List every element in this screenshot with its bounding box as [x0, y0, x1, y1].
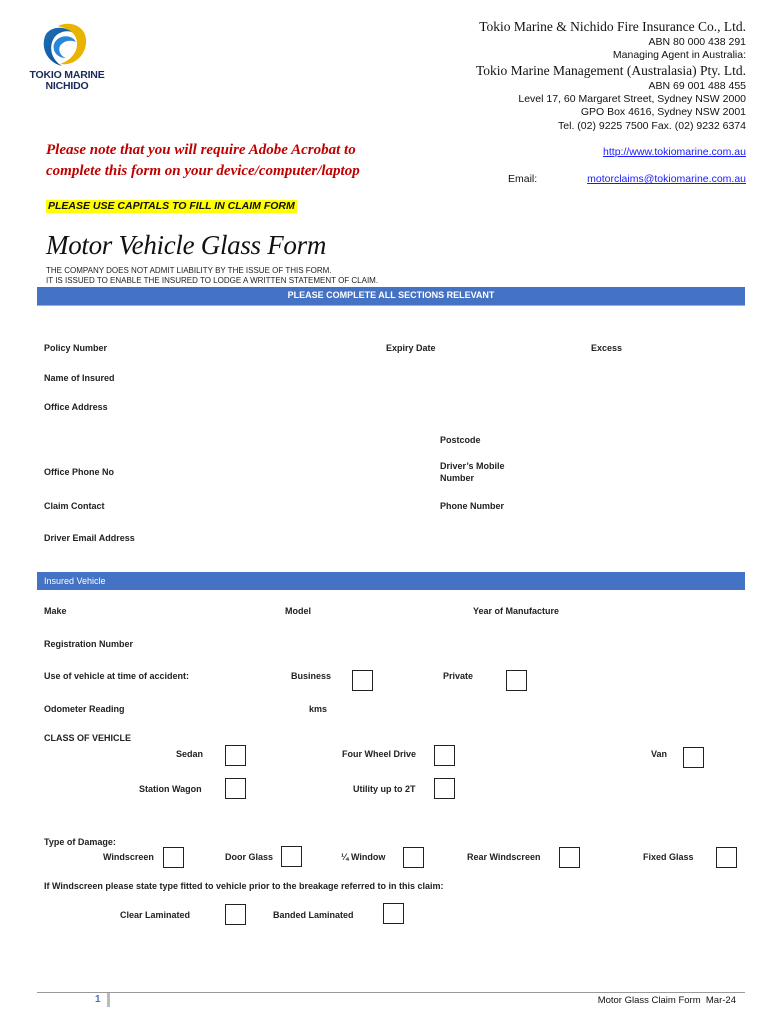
make-label: Make — [44, 606, 67, 616]
type-of-damage-label: Type of Damage: — [44, 837, 116, 847]
acrobat-notice-line2: complete this form on your device/computer/laptop — [46, 163, 360, 179]
registration-number-label: Registration Number — [44, 639, 134, 649]
drivers-mobile-line2: Number — [440, 473, 475, 483]
banded-laminated-label: Banded Laminated — [273, 910, 354, 920]
business-label: Business — [291, 671, 332, 681]
station-wagon-label: Station Wagon — [139, 784, 202, 794]
disclaimer — [46, 266, 378, 286]
four-wheel-drive-checkbox[interactable] — [434, 745, 455, 766]
four-wheel-drive-label: Four Wheel Drive — [342, 749, 417, 759]
fixed-glass-checkbox[interactable] — [716, 847, 737, 868]
website-link[interactable]: http://www.tokiomarine.com.au — [603, 146, 746, 158]
quarter-window-checkbox[interactable] — [403, 847, 424, 868]
driver-email-label: Driver Email Address — [44, 533, 135, 543]
year-of-manufacture-label: Year of Manufacture — [473, 606, 560, 616]
station-wagon-checkbox[interactable] — [225, 778, 246, 799]
form-title: Motor Vehicle Glass Form — [46, 230, 327, 260]
drivers-mobile-line1: Driver’s Mobile — [440, 461, 505, 471]
class-of-vehicle-label: CLASS OF VEHICLE — [44, 733, 132, 743]
disclaimer-line2: IT IS ISSUED TO ENABLE THE INSURED TO LODGE A WRITTEN STATEMENT OF CLAIM. — [46, 276, 379, 285]
capitals-notice: PLEASE USE CAPITALS TO FILL IN CLAIM FORM — [48, 200, 295, 212]
windscreen-label: Windscreen — [103, 852, 154, 862]
banded-laminated-checkbox[interactable] — [383, 903, 404, 924]
door-glass-label: Door Glass — [225, 852, 274, 862]
email-link[interactable]: motorclaims@tokiomarine.com.au — [587, 173, 746, 185]
tokio-marine-logo-icon — [38, 20, 94, 68]
tel-fax: Tel. (02) 9225 7500 Fax. (02) 9232 6374 — [558, 120, 746, 132]
postcode-label: Postcode — [440, 435, 481, 445]
rear-windscreen-label: Rear Windscreen — [467, 852, 541, 862]
door-glass-checkbox[interactable] — [281, 846, 302, 867]
van-checkbox[interactable] — [683, 747, 704, 768]
abn1: ABN 80 000 438 291 — [648, 36, 746, 48]
drivers-mobile-label — [440, 460, 505, 484]
utility-label: Utility up to 2T — [353, 784, 416, 794]
page-number-bar — [107, 993, 110, 1007]
phone-number-label: Phone Number — [440, 501, 505, 511]
disclaimer-line1: THE COMPANY DOES NOT ADMIT LIABILITY BY THE ISSUE OF THIS FORM. — [46, 266, 332, 275]
odometer-reading-label: Odometer Reading — [44, 704, 125, 714]
business-checkbox[interactable] — [352, 670, 373, 691]
office-phone-label: Office Phone No — [44, 467, 115, 477]
company2-name: Tokio Marine Management (Australasia) Pty. Ltd. — [476, 63, 746, 78]
name-of-insured-label: Name of Insured — [44, 373, 115, 383]
windscreen-checkbox[interactable] — [163, 847, 184, 868]
quarter-window-label: ¼ Window — [341, 852, 386, 862]
insured-vehicle-section-header: Insured Vehicle — [37, 572, 745, 590]
email-label: Email: — [508, 173, 538, 185]
rear-windscreen-checkbox[interactable] — [559, 847, 580, 868]
company1-name: Tokio Marine & Nichido Fire Insurance Co., Ltd. — [479, 19, 746, 34]
logo-text-line1: TOKIO MARINE — [29, 69, 105, 81]
van-label: Van — [651, 749, 668, 759]
document-reference: Motor Glass Claim Form Mar-24 — [597, 995, 736, 1006]
acrobat-notice — [46, 140, 360, 182]
excess-label: Excess — [591, 343, 623, 353]
complete-sections-banner: PLEASE COMPLETE ALL SECTIONS RELEVANT — [37, 287, 745, 305]
address-line1: Level 17, 60 Margaret Street, Sydney NSW 2000 — [518, 93, 746, 105]
model-label: Model — [285, 606, 311, 616]
logo-text — [23, 70, 111, 92]
private-checkbox[interactable] — [506, 670, 527, 691]
logo-text-line2: NICHIDO — [45, 80, 89, 92]
managing-agent-label: Managing Agent in Australia: — [612, 49, 746, 61]
section-divider — [37, 305, 745, 306]
windscreen-question: If Windscreen please state type fitted to vehicle prior to the breakage referred to in this claim: — [44, 881, 444, 891]
clear-laminated-label: Clear Laminated — [120, 910, 191, 920]
use-of-vehicle-label: Use of vehicle at time of accident: — [44, 671, 190, 681]
page-number: 1 — [95, 994, 101, 1005]
fixed-glass-label: Fixed Glass — [643, 852, 694, 862]
utility-checkbox[interactable] — [434, 778, 455, 799]
policy-number-label: Policy Number — [44, 343, 108, 353]
abn2: ABN 69 001 488 455 — [648, 80, 746, 92]
sedan-label: Sedan — [176, 749, 204, 759]
kms-label: kms — [309, 704, 328, 714]
claim-contact-label: Claim Contact — [44, 501, 105, 511]
expiry-date-label: Expiry Date — [386, 343, 436, 353]
acrobat-notice-line1: Please note that you will require Adobe Acrobat to — [46, 142, 356, 158]
private-label: Private — [443, 671, 474, 681]
address-line2: GPO Box 4616, Sydney NSW 2001 — [580, 106, 746, 118]
footer-rule — [37, 992, 745, 993]
clear-laminated-checkbox[interactable] — [225, 904, 246, 925]
office-address-label: Office Address — [44, 402, 108, 412]
sedan-checkbox[interactable] — [225, 745, 246, 766]
